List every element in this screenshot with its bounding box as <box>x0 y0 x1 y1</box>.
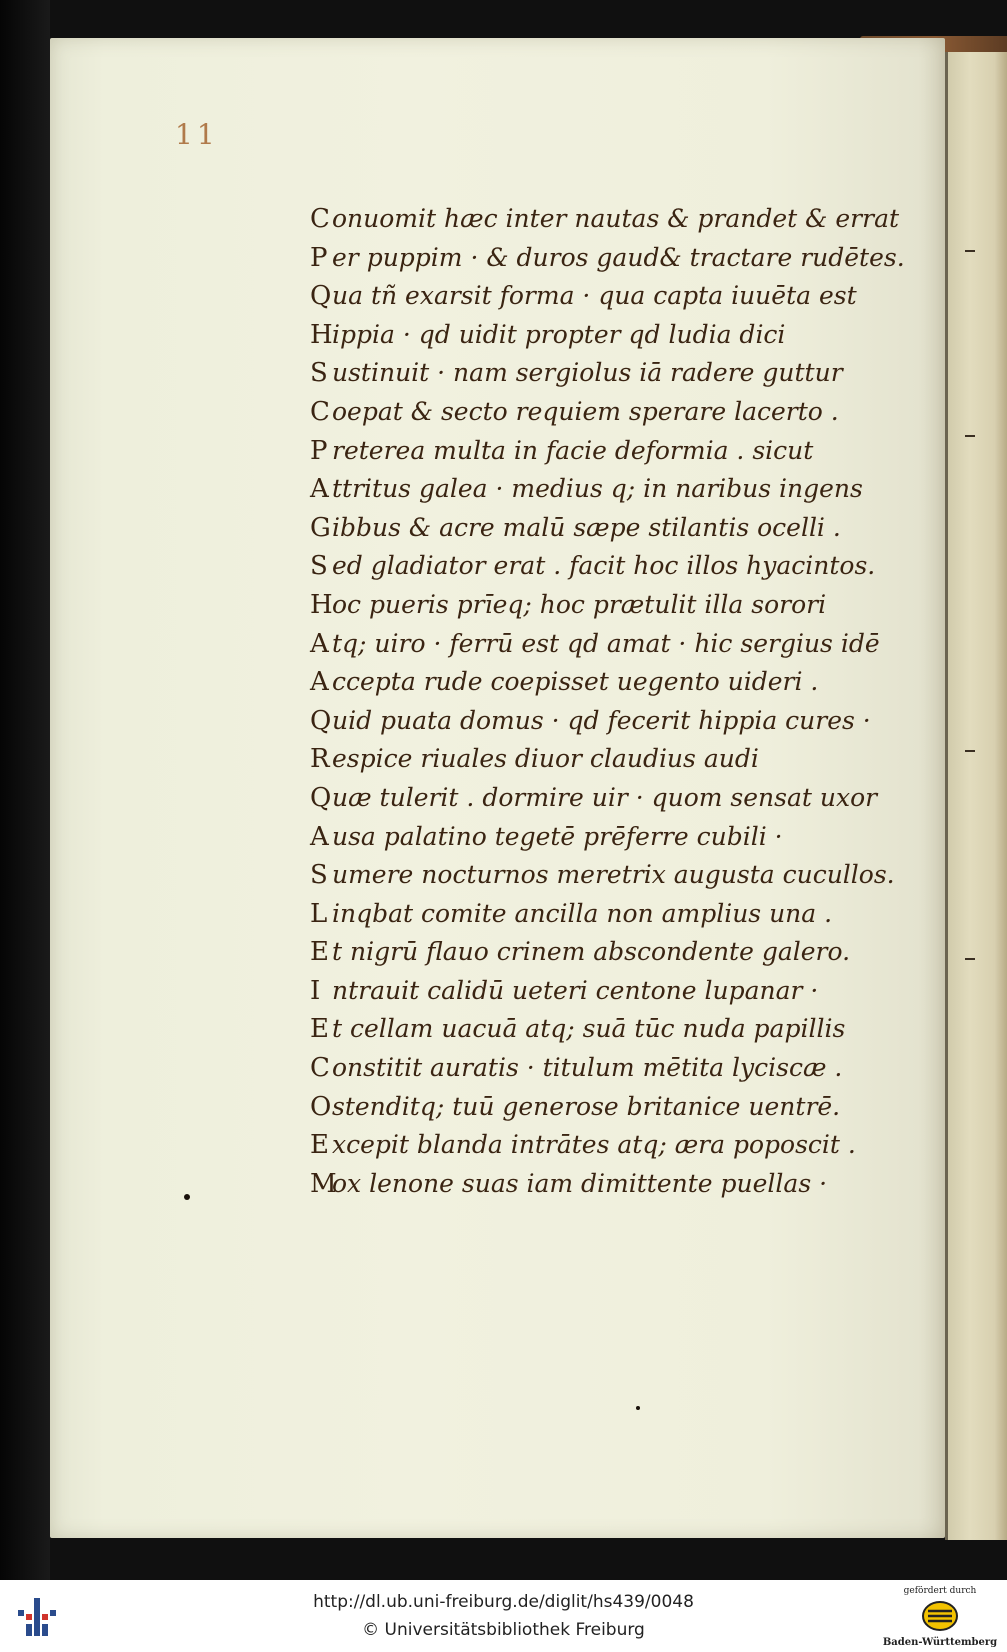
verse-line <box>310 1088 870 1127</box>
verse-text: ox lenone suas iam dimittente puellas · <box>332 1168 828 1198</box>
verse-line <box>310 393 870 432</box>
verse-initial: Q <box>310 782 332 813</box>
verse-line <box>310 432 870 471</box>
verse-initial: C <box>310 396 330 427</box>
verse-initial: E <box>310 937 329 968</box>
verse-text: onuomit hæc inter nautas & prandet & errat <box>332 204 900 233</box>
verse-line <box>310 239 905 278</box>
verse-text: espice riuales diuor claudius audi <box>332 744 759 774</box>
document-url[interactable]: http://dl.ub.uni-freiburg.de/diglit/hs439/0048 <box>313 1592 694 1612</box>
verse-line <box>310 1049 870 1088</box>
verse-line <box>310 856 895 895</box>
verse-line <box>310 547 876 586</box>
verse-line <box>310 702 870 741</box>
verse-line <box>310 509 870 548</box>
verse-text: oepat & secto requiem sperare lacerto . <box>332 396 839 426</box>
verse-initial: O <box>310 1091 332 1122</box>
verse-initial: S <box>310 860 328 891</box>
verse-text: xcepit blanda intrātes atq; æra poposcit . <box>332 1130 856 1160</box>
ink-spot <box>636 1406 640 1410</box>
verse-text: er puppim · & duros gaud& tractare rudētes. <box>332 242 905 272</box>
verse-line <box>310 779 878 818</box>
verse-initial: A <box>310 474 329 505</box>
verse-initial: E <box>310 1014 329 1045</box>
verse-initial: Q <box>310 705 332 736</box>
verse-line <box>310 740 870 779</box>
verse-text: uæ tulerit . dormire uir · quom sensat uxor <box>332 782 878 812</box>
verse-text: ibbus & acre malū sæpe stilantis ocelli . <box>332 512 841 542</box>
verse-line <box>310 1165 870 1204</box>
verse-initial: H <box>310 589 333 620</box>
verse-text: ustinuit · nam sergiolus iā radere guttur <box>332 358 843 388</box>
copyright-notice: © Universitätsbibliothek Freiburg <box>362 1620 645 1640</box>
verse-text: umere nocturnos meretrix augusta cucullos. <box>332 860 895 890</box>
verse-text: inqbat comite ancilla non amplius una . <box>332 898 833 928</box>
verse-initial: A <box>310 628 329 659</box>
verse-text: reterea multa in facie deformia . sicut <box>332 435 814 465</box>
verse-initial: S <box>310 551 328 582</box>
verse-line <box>310 663 870 702</box>
funding-label: gefördert durch <box>903 1586 977 1596</box>
verse-text: usa palatino tegetē prēferre cubili · <box>332 821 783 851</box>
verse-initial: R <box>310 744 330 775</box>
verse-text: ed gladiator erat . facit hoc illos hyacintos. <box>332 551 876 581</box>
verse-text: oc pueris prīeq; hoc prætulit illa sorori <box>332 589 827 619</box>
verse-initial: I <box>310 975 321 1006</box>
verse-initial: Q <box>310 281 332 312</box>
verse-text: uid puata domus · qd fecerit hippia cures · <box>332 705 871 735</box>
book-cover-edge <box>0 0 50 1580</box>
verse-line <box>310 625 880 664</box>
verse-initial: A <box>310 821 329 852</box>
baden-wuerttemberg-crest-icon <box>921 1600 959 1632</box>
verse-initial: C <box>310 204 330 234</box>
verse-text: t cellam uacuā atq; suā tūc nuda papillis <box>332 1014 846 1044</box>
verse-initial: P <box>310 242 328 273</box>
verse-line <box>310 972 870 1011</box>
bleed-mark <box>965 750 975 752</box>
bleed-mark <box>965 958 975 960</box>
verse-initial: S <box>310 358 328 389</box>
verse-line <box>310 933 870 972</box>
verse-line <box>310 354 870 393</box>
verse-initial: A <box>310 667 329 698</box>
verse-lines <box>310 200 905 1203</box>
verse-initial: L <box>310 898 328 929</box>
verse-initial: M <box>310 1168 337 1199</box>
next-page-edge <box>945 40 1007 1540</box>
verse-line <box>310 277 870 316</box>
bleed-mark <box>965 435 975 437</box>
footer-bar <box>0 1580 1007 1652</box>
verse-text: tq; uiro · ferrū est qd amat · hic sergius idē <box>332 628 880 658</box>
verse-initial: C <box>310 1053 330 1084</box>
verse-line <box>310 200 900 239</box>
verse-line <box>310 586 870 625</box>
funding-badge[interactable] <box>880 1584 1000 1650</box>
verse-text: t nigrū flauo crinem abscondente galero. <box>332 937 851 967</box>
verse-initial: G <box>310 512 331 543</box>
verse-line <box>310 818 870 857</box>
funding-state: Baden-Württemberg <box>882 1637 998 1648</box>
verse-text: stenditq; tuū generose britanice uentrē. <box>332 1091 841 1121</box>
verse-line <box>310 316 870 355</box>
bleed-mark <box>965 250 975 252</box>
verse-text: ua tñ exarsit forma · qua capta iuuēta est <box>332 281 857 311</box>
verse-text: ippia · qd uidit propter qd ludia dici <box>332 319 786 349</box>
verse-text: onstitit auratis · titulum mētita lyciscæ . <box>332 1053 843 1083</box>
verse-line <box>310 470 870 509</box>
verse-initial: E <box>310 1130 329 1161</box>
verse-line <box>310 895 870 934</box>
verse-initial: H <box>310 319 333 350</box>
verse-text: ttritus galea · medius q; in naribus ingens <box>332 474 863 504</box>
verse-text: ccepta rude coepisset uegento uideri . <box>332 667 819 697</box>
folio-number: 11 <box>175 118 219 151</box>
ink-spot <box>184 1194 190 1200</box>
verse-initial: P <box>310 435 328 466</box>
verse-line <box>310 1010 870 1049</box>
verse-text: ntrauit calidū ueteri centone lupanar · <box>332 975 819 1005</box>
verse-line <box>310 1126 870 1165</box>
